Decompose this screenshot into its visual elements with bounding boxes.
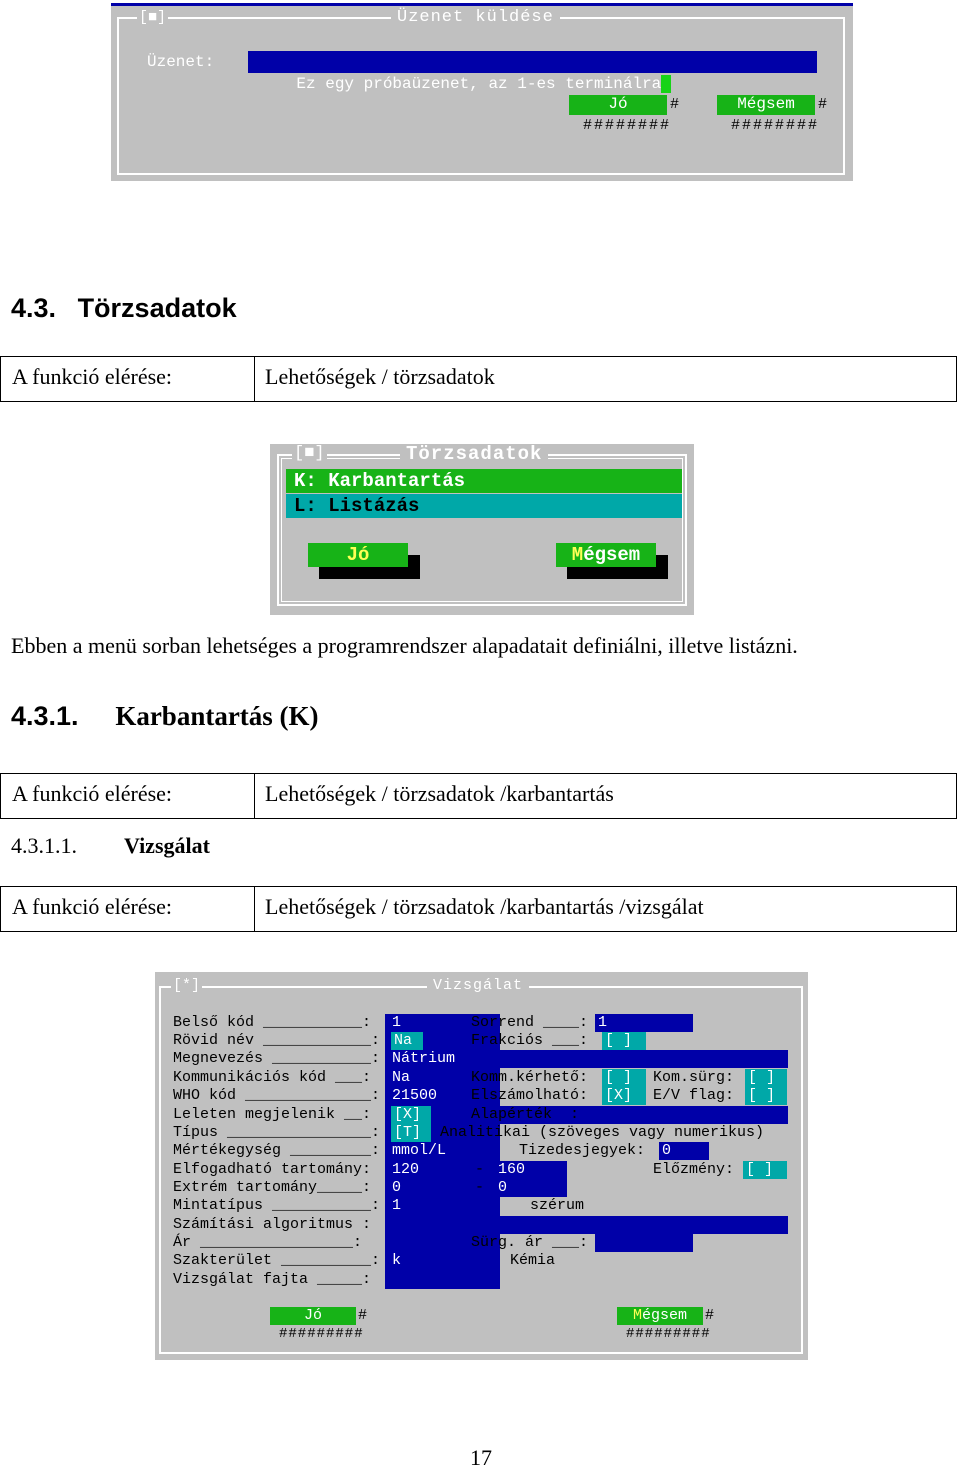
label-algoritmus: Számítási algoritmus :: [173, 1216, 372, 1233]
who-kod-field[interactable]: 21500: [392, 1087, 438, 1104]
ok-button[interactable]: Jó: [270, 1307, 356, 1325]
elozmeny-checkbox[interactable]: [ ]: [743, 1161, 787, 1179]
access-path: Lehetőségek / törzsadatok: [265, 364, 495, 389]
section-number: 4.3.: [11, 293, 57, 323]
section-heading: [11, 293, 237, 324]
cancel-button[interactable]: Mégsem: [617, 1307, 703, 1325]
window-close-icon[interactable]: [■]: [294, 444, 325, 463]
message-dialog-screenshot: [111, 3, 853, 181]
label-sorrend: Sorrend ____:: [471, 1014, 589, 1031]
label-komm-kod: Kommunikációs kód ___:: [173, 1069, 372, 1086]
label-ev-flag: E/V flag:: [653, 1087, 735, 1104]
cancel-button-shadow-hash: #: [818, 96, 828, 113]
description-paragraph: Ebben a menü sorban lehetséges a programrendszer alapadatait definiálni, illetve listázni.: [11, 633, 798, 658]
komm-kod-field[interactable]: Na: [392, 1069, 411, 1086]
kom-surg-checkbox[interactable]: [ ]: [745, 1069, 787, 1087]
access-path: Lehetőségek / törzsadatok /karbantartás /vizsgálat: [265, 894, 704, 919]
label-surg-ar: Sürg. ár ___:: [471, 1234, 589, 1251]
label-komm-kerheto: Komm.kérhető:: [471, 1069, 589, 1086]
message-value: Ez egy próbaüzenet, az 1-es terminálra: [296, 75, 662, 93]
label-belso-kod: Belső kód ___________:: [173, 1014, 372, 1031]
dialog-title: Vizsgálat: [427, 977, 529, 995]
vizsgalat-form-screenshot: [155, 972, 808, 1360]
access-table-3: [0, 886, 957, 932]
torzsadatok-menu-screenshot: [270, 444, 694, 615]
rovid-nev-field[interactable]: Na: [391, 1032, 423, 1050]
range-separator: -: [475, 1179, 485, 1196]
tipus-description: Analitikai (szöveges vagy numerikus): [440, 1124, 765, 1141]
elfogadhato-min-field[interactable]: 120: [392, 1161, 420, 1178]
sorrend-field[interactable]: 1: [595, 1014, 693, 1032]
ev-flag-checkbox[interactable]: [ ]: [745, 1087, 787, 1105]
subsection-heading: [11, 701, 319, 732]
cancel-button[interactable]: Mégsem: [717, 95, 815, 115]
subsubsection-heading: [11, 833, 210, 859]
access-label: A funkció elérése:: [12, 781, 173, 806]
surg-ar-field[interactable]: [595, 1234, 693, 1252]
range-separator: -: [475, 1161, 485, 1178]
label-mintatipus: Mintatípus ___________:: [173, 1197, 381, 1214]
access-path: Lehetőségek / törzsadatok /karbantartás: [265, 781, 614, 806]
ok-button-shadow-hash: #: [358, 1307, 368, 1324]
tipus-field[interactable]: [T]: [391, 1124, 431, 1142]
subsection-number: 4.3.1.: [11, 701, 79, 731]
label-tipus: Típus ________________:: [173, 1124, 381, 1141]
leleten-checkbox[interactable]: [X]: [391, 1106, 431, 1124]
label-extrem: Extrém tartomány_____:: [173, 1179, 372, 1196]
elszamolhato-checkbox[interactable]: [X]: [602, 1087, 646, 1105]
window-close-icon[interactable]: [■]: [139, 9, 167, 26]
szakterulet-description: Kémia: [510, 1252, 556, 1269]
elfogadhato-max-field[interactable]: 160: [495, 1161, 567, 1179]
message-label: Üzenet:: [147, 53, 215, 71]
label-rovid-nev: Rövid név ____________:: [173, 1032, 381, 1049]
access-label: A funkció elérése:: [12, 894, 173, 919]
section-title: Törzsadatok: [77, 293, 237, 323]
label-who-kod: WHO kód ______________:: [173, 1087, 381, 1104]
extrem-max-field[interactable]: 0: [495, 1179, 567, 1197]
label-mertekegyseg: Mértékegység _________:: [173, 1142, 381, 1159]
mintatipus-field[interactable]: 1: [392, 1197, 402, 1214]
dialog-title: Üzenet küldése: [391, 9, 560, 27]
ok-button[interactable]: Jó: [569, 95, 667, 115]
ok-button-shadow: ########: [583, 117, 672, 134]
text-cursor: [661, 75, 671, 93]
subsection-title: Karbantartás (K): [115, 701, 319, 731]
subsubsection-title: Vizsgálat: [124, 833, 210, 858]
cancel-button-shadow: ########: [731, 117, 820, 134]
szakterulet-field[interactable]: k: [392, 1252, 402, 1269]
mintatipus-description: szérum: [530, 1197, 585, 1214]
cancel-button-shadow: #########: [626, 1326, 711, 1342]
ok-button[interactable]: Jó: [308, 543, 408, 567]
label-vizsgalat-fajta: Vizsgálat fajta _____:: [173, 1271, 372, 1288]
label-elfogadhato: Elfogadható tartomány:: [173, 1161, 372, 1178]
label-tizedesjegyek: Tizedesjegyek:: [519, 1142, 646, 1159]
komm-kerheto-checkbox[interactable]: [ ]: [602, 1069, 646, 1087]
ok-button-shadow: #########: [279, 1326, 364, 1342]
extrem-min-field[interactable]: 0: [392, 1179, 402, 1196]
message-input[interactable]: [248, 51, 817, 93]
label-ar: Ár _________________:: [173, 1234, 363, 1251]
megnevezes-field[interactable]: Nátrium: [392, 1050, 456, 1067]
access-label: A funkció elérése:: [12, 364, 173, 389]
belso-kod-field[interactable]: 1: [392, 1014, 402, 1031]
label-elozmeny: Előzmény:: [653, 1161, 735, 1178]
ok-button-shadow-hash: #: [670, 96, 680, 113]
menu-item-karbantartas[interactable]: K: Karbantartás: [286, 469, 682, 493]
label-kom-surg: Kom.sürg:: [653, 1069, 735, 1086]
mertekegyseg-field[interactable]: mmol/L: [392, 1142, 447, 1159]
label-frakcios: Frakciós ___:: [471, 1032, 589, 1049]
subsubsection-number: 4.3.1.1.: [11, 833, 77, 858]
cancel-button[interactable]: Mégsem: [556, 543, 656, 567]
frakcios-checkbox[interactable]: [ ]: [602, 1032, 646, 1050]
label-megnevezes: Megnevezés ___________:: [173, 1050, 381, 1067]
label-leleten: Leleten megjelenik __:: [173, 1106, 372, 1123]
menu-item-listazas[interactable]: L: Listázás: [286, 494, 682, 518]
access-table-2: [0, 773, 957, 819]
cancel-button-shadow-hash: #: [705, 1307, 715, 1324]
window-close-icon[interactable]: [*]: [173, 977, 201, 994]
label-szakterulet: Szakterület __________:: [173, 1252, 381, 1269]
access-table-1: [0, 356, 957, 402]
page-number: 17: [470, 1445, 492, 1470]
tizedesjegyek-field[interactable]: 0: [659, 1142, 709, 1160]
label-alapertek: Alapérték :: [471, 1106, 580, 1123]
dialog-title: Törzsadatok: [400, 445, 548, 463]
label-elszamolhato: Elszámolható:: [471, 1087, 589, 1104]
